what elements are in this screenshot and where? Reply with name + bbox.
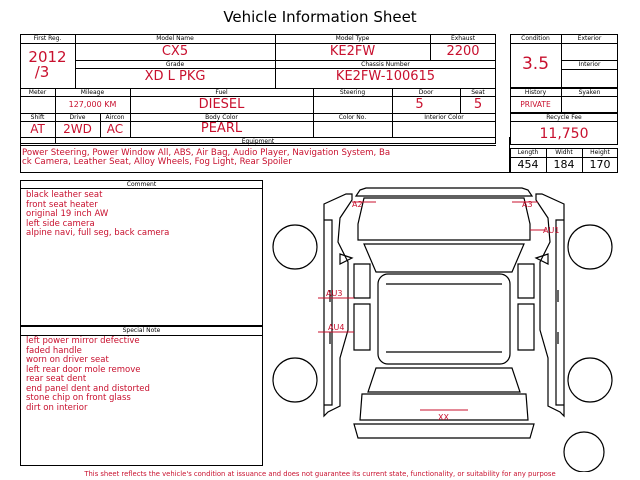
special-note-line: left power mirror defective: [26, 336, 140, 346]
wheel-front-right: [568, 225, 612, 269]
grade: XD L PKG: [144, 69, 206, 84]
wheel-front-left: [273, 225, 317, 269]
width-label: Widht: [555, 149, 573, 156]
special-note-line: rear seat dent: [26, 374, 87, 384]
chassis-label: Chassis Number: [361, 61, 410, 68]
width-value: 184: [553, 158, 575, 171]
equipment-line-2: ck Camera, Leather Seat, Alloy Wheels, Fog Light, Rear Spoiler: [22, 157, 292, 167]
special-note-line: worn on driver seat: [26, 355, 109, 365]
seat-label: Seat: [471, 89, 485, 96]
history-label: History: [524, 89, 547, 96]
special-note-label: Special Note: [122, 327, 161, 334]
condition: 3.5: [521, 54, 550, 74]
syaken-label: Syaken: [578, 89, 601, 96]
body-color-label: Body Color: [205, 114, 238, 121]
mark-xx: XX: [438, 413, 449, 422]
meter-label: Meter: [28, 89, 47, 96]
comment-line: black leather seat: [26, 190, 103, 200]
drive-label: Drive: [69, 114, 86, 121]
steering-label: Steering: [339, 89, 366, 96]
page-title: Vehicle Information Sheet: [223, 8, 417, 26]
model-name-label: Model Name: [156, 35, 194, 42]
roof: [378, 274, 510, 364]
history: PRIVATE: [520, 100, 551, 109]
exterior-label: Exterior: [577, 35, 602, 42]
comment-line: original 19 inch AW: [26, 209, 109, 219]
color-no-label: Color No.: [338, 114, 367, 121]
shift-label: Shift: [30, 114, 45, 121]
wheel-rear-right: [568, 358, 612, 402]
mark-au1: AU1: [543, 226, 560, 235]
equipment-label: Equipment: [241, 138, 275, 145]
model-type: KE2FW: [329, 44, 376, 59]
disclaimer-footer: This sheet reflects the vehicle's condition at issuance and does not guarantee its current state, functionality, or suitability for any purpose: [84, 470, 556, 478]
door-label: Door: [418, 89, 434, 96]
aircon-label: Aircon: [105, 114, 125, 121]
rear-bumper: [354, 424, 534, 438]
aircon: AC: [106, 122, 124, 136]
special-note-line: end panel dent and distorted: [26, 383, 150, 394]
special-note-line: stone chip on front glass: [26, 393, 131, 403]
special-note-list: [26, 337, 150, 413]
length-value: 454: [517, 158, 539, 171]
seat: 5: [473, 97, 483, 112]
special-note-line: dirt on interior: [26, 402, 88, 413]
special-note-line: faded handle: [26, 345, 82, 356]
wheel-rear-left: [273, 358, 317, 402]
special-note-line: left rear door mole remove: [26, 364, 141, 375]
comment-list: [26, 191, 169, 239]
left-side-profile: [324, 194, 352, 416]
rear-glass: [368, 368, 520, 392]
windshield: [364, 244, 524, 272]
comment-label: Comment: [126, 181, 157, 188]
height-value: 170: [589, 158, 611, 171]
first-reg-label: First Reg.: [33, 35, 62, 42]
body-color: PEARL: [200, 121, 243, 136]
mark-au4: AU4: [328, 323, 345, 332]
first-reg-month: /3: [34, 63, 50, 81]
interior-label: Interior: [578, 61, 601, 68]
mark-a2-left: A2: [352, 200, 363, 209]
model-name: CX5: [161, 44, 189, 59]
drive: 2WD: [63, 122, 92, 136]
hood: [358, 198, 530, 240]
grade-label: Grade: [165, 61, 185, 68]
comment-line: front seat heater: [26, 199, 98, 210]
mileage-label: Mileage: [80, 89, 105, 96]
door: 5: [415, 97, 424, 112]
fuel: DIESEL: [198, 97, 245, 112]
length-label: Length: [517, 149, 539, 156]
front-bumper: [356, 188, 532, 196]
fuel-label: Fuel: [215, 89, 228, 96]
model-type-label: Model Type: [335, 35, 370, 42]
condition-label: Condition: [521, 35, 550, 42]
car-damage-diagram: [268, 180, 620, 472]
mileage: 127,000 KM: [68, 100, 117, 109]
first-reg-year: 2012: [28, 48, 67, 66]
comment-line: left side camera: [26, 218, 95, 229]
shift: AT: [30, 122, 45, 136]
spare-wheel: [564, 432, 604, 472]
equipment-line-1: Power Steering, Power Window All, ABS, Air Bag, Audio Player, Navigation System, Ba: [22, 148, 391, 158]
height-label: Height: [590, 149, 610, 156]
exhaust: 2200: [446, 44, 480, 59]
comment-line: alpine navi, full seg, back camera: [26, 228, 170, 238]
recycle-fee: 11,750: [539, 126, 589, 142]
exhaust-label: Exhaust: [450, 35, 476, 42]
recycle-label: Recycle Fee: [546, 114, 582, 121]
mark-au3: AU3: [326, 289, 343, 298]
interior-color-label: Interior Color: [424, 114, 464, 121]
mark-a3-right: A3: [522, 200, 533, 209]
chassis-number: KE2FW-100615: [335, 69, 436, 84]
